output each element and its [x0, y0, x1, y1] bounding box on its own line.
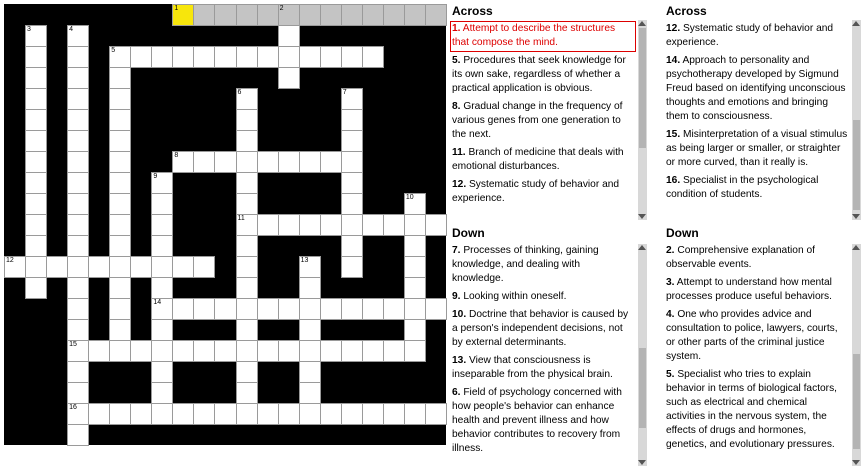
grid-cell[interactable] [320, 151, 342, 173]
grid-cell[interactable] [341, 4, 363, 26]
grid-cell[interactable] [341, 130, 363, 152]
clue-item[interactable] [450, 385, 636, 458]
grid-cell[interactable] [404, 403, 426, 425]
grid-cell[interactable] [151, 361, 173, 383]
clue-number: 13 [300, 257, 309, 264]
grid-cell[interactable] [341, 298, 363, 320]
scroll-thumb[interactable] [853, 120, 860, 210]
grid-cell[interactable] [404, 214, 426, 236]
grid-cell[interactable] [25, 193, 47, 215]
clue-number: 12 [6, 257, 14, 264]
clue-number: 10. [452, 309, 467, 320]
grid-cell[interactable] [425, 4, 447, 26]
clue-item[interactable] [450, 289, 636, 306]
scroll-up-icon[interactable] [852, 245, 860, 250]
grid-cell[interactable] [236, 46, 258, 68]
grid-cell[interactable] [109, 277, 131, 299]
grid-cell[interactable] [404, 319, 426, 341]
grid-cell[interactable] [67, 88, 89, 110]
grid-cell[interactable] [25, 130, 47, 152]
clue-item[interactable] [450, 353, 636, 384]
grid-cell[interactable] [341, 340, 363, 362]
clue-item[interactable] [450, 307, 636, 352]
clue-item[interactable] [664, 53, 850, 126]
grid-cell[interactable] [320, 298, 342, 320]
clue-number: 14. [666, 55, 681, 66]
clue-number: 5. [452, 55, 461, 66]
clue-number: 3 [27, 26, 31, 33]
grid-cell[interactable] [67, 193, 89, 215]
grid-cell[interactable] [236, 214, 258, 236]
right-down-panel [664, 226, 850, 470]
clue-number: 11 [237, 215, 245, 222]
clue-text: Specialist in the psychological condition of students. [666, 175, 819, 200]
clue-item[interactable] [450, 243, 636, 288]
left-across-title: Across [452, 4, 493, 18]
clue-number: 2 [279, 5, 284, 12]
grid-cell[interactable] [236, 235, 258, 257]
grid-cell[interactable] [236, 256, 258, 278]
grid-cell[interactable] [25, 109, 47, 131]
clue-number: 5 [111, 47, 116, 54]
grid-cell[interactable] [236, 298, 258, 320]
left-across-scrollbar[interactable] [638, 20, 647, 220]
grid-cell[interactable] [67, 403, 89, 425]
clue-number: 15 [69, 341, 77, 348]
grid-cell[interactable] [130, 403, 152, 425]
scroll-up-icon[interactable] [638, 245, 646, 250]
clue-text: Branch of medicine that deals with emotional disturbances. [452, 147, 624, 172]
clue-number: 8. [452, 101, 461, 112]
grid-cell[interactable] [341, 172, 363, 194]
clue-item[interactable] [450, 99, 636, 144]
grid-cell[interactable] [257, 4, 279, 26]
clue-number: 4 [69, 26, 74, 33]
grid-cell[interactable] [109, 214, 131, 236]
right-down-list [664, 243, 850, 454]
grid-cell[interactable] [193, 4, 215, 26]
clue-number: 4. [666, 309, 675, 320]
left-across-list [450, 21, 636, 208]
clue-number: 5. [666, 369, 675, 380]
grid-cell[interactable] [4, 256, 26, 278]
grid-cell[interactable] [109, 172, 131, 194]
grid-cell[interactable] [67, 67, 89, 89]
grid-cell[interactable] [404, 340, 426, 362]
grid-cell[interactable] [172, 298, 194, 320]
grid-cell[interactable] [193, 340, 215, 362]
grid-cell[interactable] [362, 214, 384, 236]
clue-text: Doctrine that behavior is caused by a person's independent decisions, not by external determinants. [452, 309, 629, 348]
grid-cell[interactable] [278, 25, 300, 47]
grid-cell[interactable] [425, 403, 447, 425]
right-down-scrollbar[interactable] [852, 244, 861, 466]
grid-cell[interactable] [151, 193, 173, 215]
grid-cell[interactable] [299, 319, 321, 341]
grid-cell[interactable] [236, 130, 258, 152]
clue-item[interactable] [450, 53, 636, 98]
clue-item[interactable] [664, 275, 850, 306]
grid-cell[interactable] [299, 277, 321, 299]
grid-cell[interactable] [299, 214, 321, 236]
grid-cell[interactable] [257, 151, 279, 173]
grid-cell[interactable] [214, 46, 236, 68]
grid-cell[interactable] [67, 340, 89, 362]
scroll-thumb[interactable] [853, 354, 860, 449]
grid-cell[interactable] [151, 382, 173, 404]
grid-cell[interactable] [404, 193, 426, 215]
grid-cell[interactable] [214, 403, 236, 425]
scroll-thumb[interactable] [639, 348, 646, 428]
clue-text: Attempt to describe the structures that compose the mind. [452, 23, 616, 48]
grid-cell[interactable] [109, 298, 131, 320]
grid-cell[interactable] [341, 88, 363, 110]
grid-cell[interactable] [341, 256, 363, 278]
grid-cell[interactable] [278, 67, 300, 89]
clue-number: 11. [452, 147, 466, 158]
grid-cell[interactable] [109, 403, 131, 425]
clue-number: 6. [452, 387, 461, 398]
grid-cell[interactable] [257, 403, 279, 425]
clue-item[interactable] [664, 307, 850, 366]
grid-cell[interactable] [151, 172, 173, 194]
grid-cell[interactable] [151, 277, 173, 299]
grid-cell[interactable] [67, 319, 89, 341]
grid-cell[interactable] [362, 46, 384, 68]
grid-cell[interactable] [151, 319, 173, 341]
clue-text: Systematic study of behavior and experience. [452, 179, 620, 204]
grid-cell[interactable] [299, 382, 321, 404]
clue-number: 7. [452, 245, 461, 256]
grid-cell[interactable] [278, 4, 300, 26]
grid-cell[interactable] [46, 256, 68, 278]
grid-cell[interactable] [172, 256, 194, 278]
crossword-grid [4, 4, 446, 445]
grid-cell[interactable] [67, 277, 89, 299]
grid-cell[interactable] [341, 109, 363, 131]
grid-cell[interactable] [299, 256, 321, 278]
grid-cell[interactable] [109, 67, 131, 89]
grid-cell[interactable] [320, 46, 342, 68]
scroll-up-icon[interactable] [852, 21, 860, 26]
grid-cell[interactable] [25, 214, 47, 236]
grid-cell[interactable] [151, 46, 173, 68]
grid-cell[interactable] [109, 109, 131, 131]
grid-cell[interactable] [299, 151, 321, 173]
clue-item[interactable] [450, 21, 636, 52]
grid-cell[interactable] [278, 298, 300, 320]
scroll-down-icon[interactable] [852, 214, 860, 219]
left-down-panel [450, 226, 636, 468]
left-down-title: Down [452, 226, 485, 240]
grid-cell[interactable] [67, 109, 89, 131]
scroll-down-icon[interactable] [638, 214, 646, 219]
grid-cell[interactable] [172, 151, 194, 173]
grid-cell[interactable] [236, 403, 258, 425]
clue-number: 1 [174, 5, 179, 12]
grid-cell[interactable] [88, 256, 110, 278]
grid-cell[interactable] [172, 46, 194, 68]
grid-cell[interactable] [404, 277, 426, 299]
grid-cell[interactable] [383, 340, 405, 362]
grid-cell[interactable] [299, 340, 321, 362]
grid-cell[interactable] [383, 4, 405, 26]
grid-cell[interactable] [278, 151, 300, 173]
grid-cell[interactable] [362, 340, 384, 362]
grid-cell[interactable] [425, 298, 447, 320]
clue-item[interactable] [450, 177, 636, 208]
grid-cell[interactable] [320, 4, 342, 26]
clue-number: 12. [666, 23, 681, 34]
grid-cell[interactable] [151, 298, 173, 320]
grid-cell[interactable] [341, 46, 363, 68]
grid-cell[interactable] [109, 193, 131, 215]
grid-cell[interactable] [299, 298, 321, 320]
clue-text: Procedures that seek knowledge for its own sake, regardless of whether a practical application is obvious. [452, 55, 626, 94]
scroll-down-icon[interactable] [638, 460, 646, 465]
right-across-panel [664, 4, 850, 226]
grid-cell[interactable] [404, 298, 426, 320]
grid-cell[interactable] [299, 46, 321, 68]
grid-cell[interactable] [67, 151, 89, 173]
left-down-list [450, 243, 636, 458]
grid-cell[interactable] [299, 403, 321, 425]
grid-cell[interactable] [172, 4, 194, 26]
grid-cell[interactable] [25, 88, 47, 110]
grid-cell[interactable] [25, 151, 47, 173]
scroll-up-icon[interactable] [638, 21, 646, 26]
grid-cell[interactable] [236, 193, 258, 215]
grid-cell[interactable] [362, 298, 384, 320]
grid-cell[interactable] [88, 340, 110, 362]
clue-item[interactable] [664, 173, 850, 204]
grid-cell[interactable] [109, 256, 131, 278]
grid-cell[interactable] [109, 88, 131, 110]
grid-cell[interactable] [67, 25, 89, 47]
grid-cell[interactable] [236, 319, 258, 341]
grid-cell[interactable] [25, 67, 47, 89]
clue-text: One who provides advice and consultation to police, lawyers, courts, or other parts of the criminal justice system. [666, 309, 838, 362]
grid-cell[interactable] [362, 403, 384, 425]
grid-cell[interactable] [236, 172, 258, 194]
grid-cell[interactable] [25, 235, 47, 257]
grid-cell[interactable] [341, 193, 363, 215]
grid-cell[interactable] [257, 214, 279, 236]
grid-cell[interactable] [25, 46, 47, 68]
grid-cell[interactable] [25, 256, 47, 278]
clue-text: Misinterpretation of a visual stimulus as being larger or smaller, or straighter or more curved, than it really is. [666, 129, 848, 168]
scroll-down-icon[interactable] [852, 460, 860, 465]
grid-cell[interactable] [278, 340, 300, 362]
grid-cell[interactable] [130, 256, 152, 278]
right-across-title: Across [666, 4, 707, 18]
grid-cell[interactable] [320, 214, 342, 236]
clue-text: Processes of thinking, gaining knowledge, and dealing with knowledge. [452, 245, 599, 284]
clue-item[interactable] [450, 145, 636, 176]
clue-number: 1. [452, 23, 461, 34]
grid-cell[interactable] [130, 46, 152, 68]
clue-number: 16 [69, 404, 77, 411]
grid-cell[interactable] [299, 4, 321, 26]
grid-cell[interactable] [67, 361, 89, 383]
grid-cell[interactable] [425, 214, 447, 236]
grid-cell[interactable] [172, 340, 194, 362]
clue-number: 9. [452, 291, 461, 302]
clue-text: Field of psychology concerned with how people's behavior can enhance health and prevent illness and how behavior contributes to recovery from illness. [452, 387, 622, 454]
clue-number: 7 [342, 89, 347, 96]
grid-cell[interactable] [193, 46, 215, 68]
grid-cell[interactable] [193, 256, 215, 278]
clue-item[interactable] [664, 367, 850, 454]
grid-cell[interactable] [67, 298, 89, 320]
grid-cell[interactable] [236, 151, 258, 173]
left-down-scrollbar[interactable] [638, 244, 647, 466]
clue-number: 3. [666, 277, 675, 288]
grid-cell[interactable] [383, 298, 405, 320]
clue-text: Looking within oneself. [460, 291, 567, 302]
clue-number: 9 [153, 173, 158, 180]
clue-number: 2. [666, 245, 675, 256]
clue-text: Gradual change in the frequency of various genes from one generation to the next. [452, 101, 623, 140]
grid-cell[interactable] [193, 298, 215, 320]
grid-cell[interactable] [278, 403, 300, 425]
clue-item[interactable] [664, 127, 850, 172]
clue-number: 6 [237, 89, 242, 96]
grid-cell[interactable] [236, 361, 258, 383]
clue-number: 12. [452, 179, 467, 190]
grid-cell[interactable] [341, 403, 363, 425]
grid-cell[interactable] [257, 46, 279, 68]
grid-cell[interactable] [257, 298, 279, 320]
clue-text: Approach to personality and psychotherapy developed by Sigmund Freud based on identifying unconscious thoughts and emotions and bringing them to consciousness. [666, 55, 846, 122]
grid-cell[interactable] [109, 235, 131, 257]
clue-number: 13. [452, 355, 467, 366]
grid-cell[interactable] [320, 403, 342, 425]
grid-cell[interactable] [383, 214, 405, 236]
right-across-scrollbar[interactable] [852, 20, 861, 220]
grid-cell[interactable] [404, 256, 426, 278]
clue-text: Specialist who tries to explain behavior in terms of biological factors, such as electrical and chemical activities in the nervous system, the effects of drugs and hormones, genetics, and evolutionary pressures. [666, 369, 838, 450]
grid-cell[interactable] [278, 46, 300, 68]
grid-cell[interactable] [362, 4, 384, 26]
grid-cell[interactable] [214, 298, 236, 320]
grid-cell[interactable] [151, 256, 173, 278]
grid-cell[interactable] [404, 4, 426, 26]
grid-cell[interactable] [214, 340, 236, 362]
clue-number: 15. [666, 129, 681, 140]
grid-cell[interactable] [236, 109, 258, 131]
grid-cell[interactable] [67, 424, 89, 446]
grid-cell[interactable] [25, 277, 47, 299]
clue-number: 8 [174, 152, 179, 159]
grid-cell[interactable] [67, 382, 89, 404]
clue-text: Systematic study of behavior and experience. [666, 23, 834, 48]
clue-text: Attempt to understand how mental processes produce useful behaviors. [666, 277, 832, 302]
grid-cell[interactable] [257, 340, 279, 362]
grid-cell[interactable] [109, 130, 131, 152]
grid-cell[interactable] [172, 403, 194, 425]
grid-cell[interactable] [67, 130, 89, 152]
grid-cell[interactable] [278, 214, 300, 236]
grid-cell[interactable] [214, 4, 236, 26]
grid-cell[interactable] [193, 403, 215, 425]
clue-item[interactable] [664, 21, 850, 52]
grid-cell[interactable] [236, 4, 258, 26]
grid-cell[interactable] [341, 235, 363, 257]
clue-text: Comprehensive explanation of observable events. [666, 245, 815, 270]
clue-item[interactable] [664, 243, 850, 274]
clue-number: 10 [405, 194, 414, 201]
grid-cell[interactable] [109, 151, 131, 173]
grid-cell[interactable] [320, 340, 342, 362]
grid-cell[interactable] [299, 361, 321, 383]
grid-cell[interactable] [67, 214, 89, 236]
grid-cell[interactable] [151, 235, 173, 257]
left-across-panel [450, 4, 636, 226]
grid-cell[interactable] [130, 340, 152, 362]
clue-text: View that consciousness is inseparable from the physical brain. [452, 355, 613, 380]
grid-cell[interactable] [383, 403, 405, 425]
grid-cell[interactable] [236, 88, 258, 110]
right-across-list [664, 21, 850, 204]
grid-cell[interactable] [109, 340, 131, 362]
grid-cell[interactable] [151, 340, 173, 362]
grid-cell[interactable] [236, 340, 258, 362]
grid-cell[interactable] [67, 46, 89, 68]
grid-cell[interactable] [151, 214, 173, 236]
grid-cell[interactable] [404, 235, 426, 257]
grid-cell[interactable] [109, 319, 131, 341]
grid-cell[interactable] [151, 403, 173, 425]
grid-cell[interactable] [214, 151, 236, 173]
grid-cell[interactable] [25, 172, 47, 194]
grid-cell[interactable] [67, 235, 89, 257]
grid-cell[interactable] [236, 277, 258, 299]
grid-cell[interactable] [341, 151, 363, 173]
grid-cell[interactable] [67, 256, 89, 278]
right-down-title: Down [666, 226, 699, 240]
grid-cell[interactable] [109, 46, 131, 68]
grid-cell[interactable] [341, 214, 363, 236]
scroll-thumb[interactable] [639, 28, 646, 148]
grid-cell[interactable] [236, 382, 258, 404]
grid-cell[interactable] [25, 25, 47, 47]
clue-number: 14 [153, 299, 162, 306]
grid-cell[interactable] [88, 403, 110, 425]
grid-cell[interactable] [67, 172, 89, 194]
clue-number: 16. [666, 175, 681, 186]
grid-cell[interactable] [193, 151, 215, 173]
